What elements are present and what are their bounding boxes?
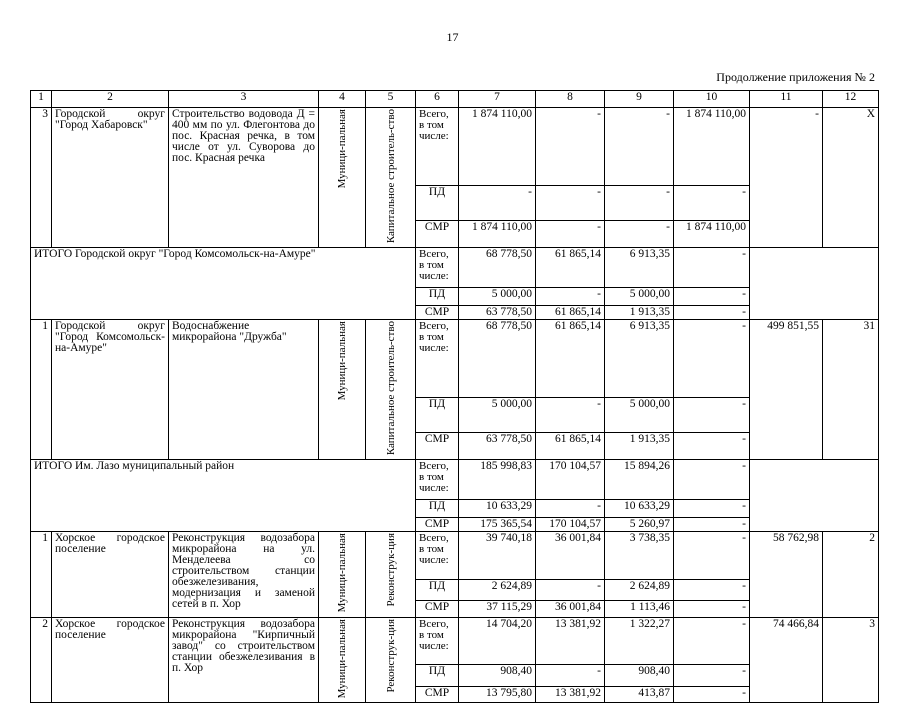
amount-cell: 37 115,29 <box>459 601 536 618</box>
row-label-total: Всего, в том числе: <box>416 320 459 398</box>
row-label-pd: ПД <box>416 185 459 220</box>
amount-cell: - <box>674 398 750 433</box>
work-type-text: Капитальное строитель-ство <box>384 321 397 456</box>
header-row <box>31 91 879 108</box>
amount-cell: 68 778,50 <box>459 320 536 398</box>
amount-cell: 5 000,00 <box>605 398 674 433</box>
amount-cell: - <box>536 500 605 518</box>
amount-cell: 3 738,35 <box>605 532 674 579</box>
amount-cell: 36 001,84 <box>536 601 605 618</box>
amount-cell: 413,87 <box>605 686 674 703</box>
item-row <box>31 320 879 398</box>
amount-cell: - <box>674 601 750 618</box>
work-type-text: Реконструк-ция <box>384 533 397 607</box>
amount-cell: 10 633,29 <box>459 500 536 518</box>
row-label-smr: СМР <box>416 220 459 247</box>
amount-cell: - <box>674 665 750 686</box>
amount-cell: - <box>536 108 605 186</box>
amount-cell: - <box>536 185 605 220</box>
row-label-total: Всего, в том числе: <box>416 108 459 186</box>
amount-cell: - <box>674 579 750 600</box>
row-label-smr: СМР <box>416 686 459 703</box>
work-type-text: Реконструк-ция <box>384 618 397 693</box>
ownership-type <box>319 320 366 460</box>
amount-cell: 15 894,26 <box>605 460 674 500</box>
work-type <box>366 320 416 460</box>
column-header: 11 <box>750 91 823 108</box>
amount-cell: - <box>674 433 750 460</box>
row-number: 3 <box>31 108 52 248</box>
amount-cell: 1 913,35 <box>605 306 674 320</box>
amount-cell: 5 000,00 <box>605 288 674 306</box>
amount-cell: 1 874 110,00 <box>674 108 750 186</box>
row-label-smr: СМР <box>416 306 459 320</box>
amount-cell: 1 113,46 <box>605 601 674 618</box>
column-11-value: 74 466,84 <box>750 617 823 702</box>
amount-cell: - <box>674 500 750 518</box>
amount-cell: - <box>674 518 750 532</box>
municipality-name: Хорское городское поселение <box>52 532 169 617</box>
item-row <box>31 532 879 579</box>
amount-cell: 61 865,14 <box>536 433 605 460</box>
row-label-total: Всего, в том числе: <box>416 248 459 288</box>
row-label-pd: ПД <box>416 288 459 306</box>
item-row <box>31 108 879 186</box>
row-number: 2 <box>31 617 52 702</box>
column-header: 7 <box>459 91 536 108</box>
column-header: 1 <box>31 91 52 108</box>
column-12-value: 3 <box>823 617 879 702</box>
amount-cell: - <box>674 617 750 664</box>
row-label-pd: ПД <box>416 665 459 686</box>
amount-cell: - <box>674 248 750 288</box>
amount-cell: 63 778,50 <box>459 433 536 460</box>
row-label-smr: СМР <box>416 518 459 532</box>
project-description: Водоснабжение микрорайона "Дружба" <box>169 320 319 460</box>
column-12-value: Х <box>823 108 879 248</box>
row-number: 1 <box>31 532 52 617</box>
project-description: Реконструкция водозабора микрорайона "Кирпичный завод" со строительством станции обезжелезивания в п. Хор <box>169 617 319 702</box>
amount-cell: 2 624,89 <box>459 579 536 600</box>
column-12-value: 31 <box>823 320 879 460</box>
ownership-type-text: Муници-пальная <box>336 109 348 189</box>
amount-cell: 1 913,35 <box>605 433 674 460</box>
column-header: 3 <box>169 91 319 108</box>
amount-cell: - <box>674 686 750 703</box>
amount-cell: 2 624,89 <box>605 579 674 600</box>
amount-cell: 170 104,57 <box>536 460 605 500</box>
ownership-type <box>319 617 366 702</box>
amount-cell: - <box>674 306 750 320</box>
amount-cell: - <box>674 320 750 398</box>
amount-cell: 1 322,27 <box>605 617 674 664</box>
project-description: Реконструкция водозабора микрорайона на ул. Менделеева со строительством станции обезжелезивания, модернизация и заменой сетей в п. Хор <box>169 532 319 617</box>
amount-cell: 63 778,50 <box>459 306 536 320</box>
amount-cell: 6 913,35 <box>605 320 674 398</box>
row-number: 1 <box>31 320 52 460</box>
amount-cell: - <box>674 460 750 500</box>
amount-cell: 14 704,20 <box>459 617 536 664</box>
amount-cell: 61 865,14 <box>536 248 605 288</box>
column-header: 6 <box>416 91 459 108</box>
amount-cell: 10 633,29 <box>605 500 674 518</box>
column-11-value: - <box>750 108 823 248</box>
ownership-type-text: Муници-пальная <box>336 618 348 699</box>
work-type-text: Капитальное строитель-ство <box>384 109 397 244</box>
amount-cell: 61 865,14 <box>536 306 605 320</box>
column-12-value: 2 <box>823 532 879 617</box>
amount-cell: 185 998,83 <box>459 460 536 500</box>
ownership-type <box>319 108 366 248</box>
row-label-pd: ПД <box>416 398 459 433</box>
empty-cell <box>750 460 879 532</box>
item-row <box>31 617 879 664</box>
row-label-total: Всего, в том числе: <box>416 617 459 664</box>
amount-cell: - <box>674 532 750 579</box>
amount-cell: 1 874 110,00 <box>674 220 750 247</box>
amount-cell: 6 913,35 <box>605 248 674 288</box>
municipality-name: Городской округ "Город Комсомольск-на-Амуре" <box>52 320 169 460</box>
amount-cell: - <box>605 220 674 247</box>
column-header: 4 <box>319 91 366 108</box>
amount-cell: 61 865,14 <box>536 320 605 398</box>
work-type <box>366 108 416 248</box>
amount-cell: - <box>536 579 605 600</box>
amount-cell: - <box>536 220 605 247</box>
empty-cell <box>750 248 879 320</box>
amount-cell: 13 795,80 <box>459 686 536 703</box>
work-type <box>366 532 416 617</box>
column-header: 9 <box>605 91 674 108</box>
column-header: 8 <box>536 91 605 108</box>
appendix-table <box>30 90 879 703</box>
amount-cell: 908,40 <box>459 665 536 686</box>
project-description: Строительство водовода Д = 400 мм по ул. Флегонтова до пос. Красная речка, в том числе от ул. Суворова до пос. Красная речка <box>169 108 319 248</box>
amount-cell: - <box>605 108 674 186</box>
ownership-type-text: Муници-пальная <box>336 321 348 401</box>
amount-cell: 13 381,92 <box>536 686 605 703</box>
row-label-pd: ПД <box>416 579 459 600</box>
work-type <box>366 617 416 702</box>
column-header: 2 <box>52 91 169 108</box>
amount-cell: - <box>536 665 605 686</box>
amount-cell: 1 874 110,00 <box>459 220 536 247</box>
amount-cell: - <box>536 398 605 433</box>
total-row <box>31 248 879 288</box>
amount-cell: 13 381,92 <box>536 617 605 664</box>
page-number: 17 <box>446 30 459 44</box>
amount-cell: - <box>459 185 536 220</box>
row-label-smr: СМР <box>416 601 459 618</box>
amount-cell: - <box>605 185 674 220</box>
ownership-type <box>319 532 366 617</box>
ownership-type-text: Муници-пальная <box>336 533 348 613</box>
amount-cell: - <box>536 288 605 306</box>
amount-cell: 36 001,84 <box>536 532 605 579</box>
row-label-pd: ПД <box>416 500 459 518</box>
amount-cell: 39 740,18 <box>459 532 536 579</box>
column-header: 12 <box>823 91 879 108</box>
amount-cell: 5 000,00 <box>459 398 536 433</box>
column-11-value: 499 851,55 <box>750 320 823 460</box>
column-header: 10 <box>674 91 750 108</box>
amount-cell: 170 104,57 <box>536 518 605 532</box>
amount-cell: 175 365,54 <box>459 518 536 532</box>
column-11-value: 58 762,98 <box>750 532 823 617</box>
amount-cell: 908,40 <box>605 665 674 686</box>
municipality-name: Хорское городское поселение <box>52 617 169 702</box>
column-header: 5 <box>366 91 416 108</box>
amount-cell: 1 874 110,00 <box>459 108 536 186</box>
amount-cell: 68 778,50 <box>459 248 536 288</box>
municipality-name: Городской округ "Город Хабаровск" <box>52 108 169 248</box>
row-label-smr: СМР <box>416 433 459 460</box>
amount-cell: - <box>674 185 750 220</box>
row-label-total: Всего, в том числе: <box>416 460 459 500</box>
total-row <box>31 460 879 500</box>
total-title: ИТОГО Городской округ "Город Комсомольск-на-Амуре" <box>31 248 416 320</box>
row-label-total: Всего, в том числе: <box>416 532 459 579</box>
continuation-note: Продолжение приложения № 2 <box>716 70 875 84</box>
amount-cell: 5 000,00 <box>459 288 536 306</box>
total-title: ИТОГО Им. Лазо муниципальный район <box>31 460 416 532</box>
amount-cell: - <box>674 288 750 306</box>
amount-cell: 5 260,97 <box>605 518 674 532</box>
